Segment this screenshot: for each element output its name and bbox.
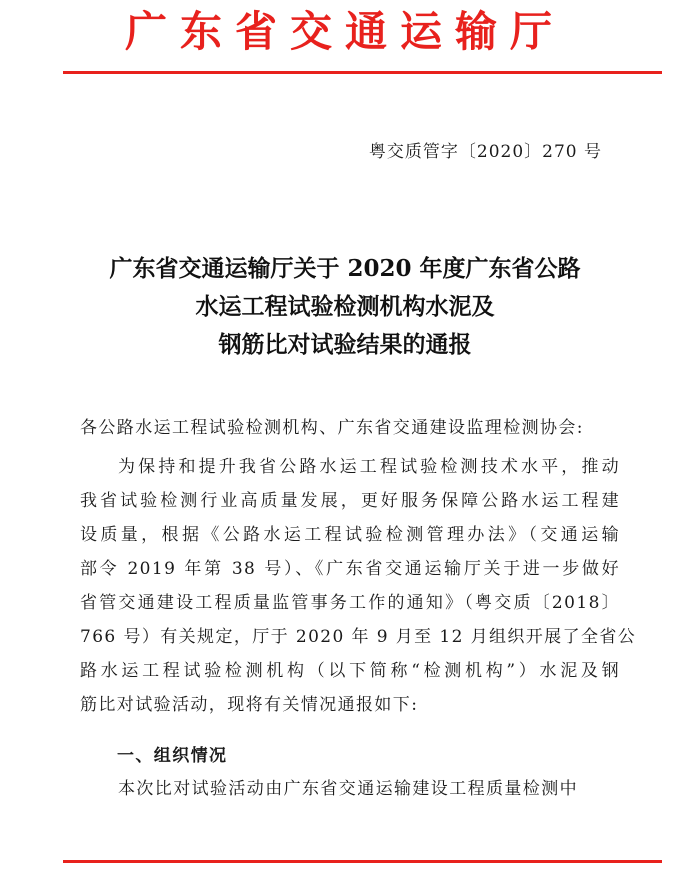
masthead-rule-top — [63, 71, 662, 74]
paragraph-line: 766 号）有关规定，厅于 2020 年 9 月至 12 月组织开展了全省公 — [80, 627, 637, 647]
paragraph-line: 我省试验检测行业高质量发展，更好服务保障公路水运工程建 — [80, 491, 620, 511]
title-line: 广东省交通运输厅关于 2020 年度广东省公路 — [109, 255, 581, 282]
title-line: 水运工程试验检测机构水泥及 — [195, 293, 495, 320]
masthead: 广东省交通运输厅 — [124, 7, 565, 56]
salutation: 各公路水运工程试验检测机构、广东省交通建设监理检测协会: — [80, 418, 584, 438]
paragraph-line: 为保持和提升我省公路水运工程试验检测技术水平，推动 — [118, 457, 620, 477]
document-number: 粤交质管字〔2020〕270 号 — [368, 142, 602, 162]
paragraph-line: 部令 2019 年第 38 号）、《广东省交通运输厅关于进一步做好 — [80, 559, 620, 579]
title-line: 钢筋比对试验结果的通报 — [218, 331, 472, 358]
paragraph-line: 筋比对试验活动，现将有关情况通报如下: — [80, 695, 419, 715]
footer-rule — [63, 860, 662, 863]
paragraph-section1 — [80, 772, 620, 806]
paragraph-line: 省管交通建设工程质量监管事务工作的通知》（粤交质〔2018〕 — [80, 593, 620, 613]
paragraph-line: 本次比对试验活动由广东省交通运输建设工程质量检测中 — [118, 779, 578, 799]
paragraph-intro — [80, 450, 637, 722]
paragraph-line: 设质量，根据《公路水运工程试验检测管理办法》（交通运输 — [80, 525, 620, 545]
section-heading: 一、组织情况 — [117, 746, 228, 766]
paragraph-line: 路水运工程试验检测机构（以下简称“检测机构”）水泥及钢 — [80, 661, 620, 681]
document-title — [60, 250, 630, 364]
